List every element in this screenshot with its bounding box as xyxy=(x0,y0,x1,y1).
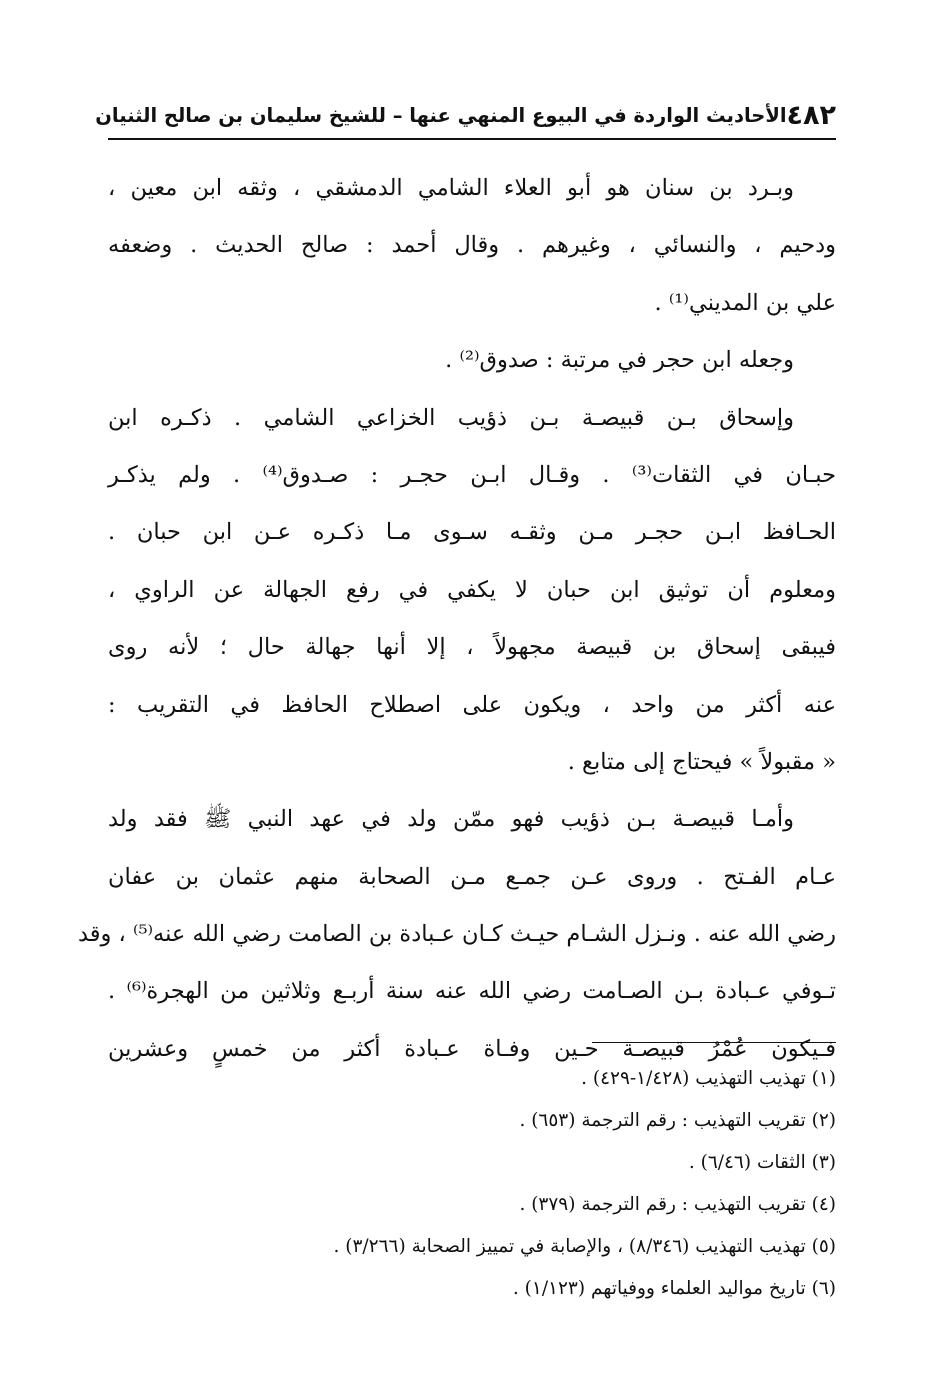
text-line: فـيكون عُمْرُ قبيصـة حـين وفـاة عـبادة أكثر من خمسٍ وعشرين xyxy=(108,1035,836,1062)
footnote-item: (٤) تقريب التهذيب : رقم الترجمة (٣٧٩) . xyxy=(519,1194,836,1215)
text-line: وأمـا قبيصـة بـن ذؤيب فهو ممّن ولد في عهد النبي ﷺ فقد ولد xyxy=(108,806,794,833)
text-line: رضي الله عنه . ونـزل الشـام حيـث كـان عـبادة بن الصامت رضي الله عنه⁽⁵⁾ ، وقد xyxy=(77,921,836,948)
text-line: عنه أكثر من واحد ، ويكون على اصطلاح الحافظ في التقريب : xyxy=(108,691,836,718)
footnote-item: (٢) تقريب التهذيب : رقم الترجمة (٦٥٣) . xyxy=(519,1110,836,1131)
footnote-item: (٦) تاريخ مواليد العلماء ووفياتهم (١/١٢٣) . xyxy=(512,1278,836,1299)
text-line: ودحيم ، والنسائي ، وغيرهم . وقال أحمد : صالح الحديث . وضعفه xyxy=(108,232,836,259)
footnote-item: (٥) تهذيب التهذيب (٨/٣٤٦) ، والإصابة في تمييز الصحابة (٣/٢٦٦) . xyxy=(333,1236,836,1257)
running-title: الأحاديث الواردة في البيوع المنهي عنها – للشيخ سليمان بن صالح الثنيان xyxy=(95,104,787,127)
footnotes xyxy=(108,1058,836,1310)
page-header xyxy=(95,86,836,140)
text-line: ومعلوم أن توثيق ابن حبان لا يكفي في رفع الجهالة عن الراوي ، xyxy=(108,576,836,603)
text-line: « مقبولاً » فيحتاج إلى متابع . xyxy=(567,748,836,775)
main-text xyxy=(77,160,836,1078)
footnote-item: (١) تهذيب التهذيب (١/٤٢٨-٤٢٩) . xyxy=(581,1068,836,1089)
text-line: عـام الفـتح . وروى عـن جمـع مـن الصحابة منهم عثمان بن عفان xyxy=(108,863,836,890)
text-line: وإسحاق بـن قبيصـة بـن ذؤيب الخزاعي الشامي . ذكـره ابن xyxy=(108,404,794,431)
text-line: وجعله ابن حجر في مرتبة : صدوق⁽²⁾ . xyxy=(445,347,794,374)
text-line: وبـرد بن سنان هو أبو العلاء الشامي الدمشقي ، وثقه ابن معين ، xyxy=(108,175,794,201)
page-number: ٤٨٢ xyxy=(786,100,836,131)
text-line: علي بن المديني⁽¹⁾ . xyxy=(654,289,836,316)
text-line: الحـافظ ابـن حجـر مـن وثقـه سـوى مـا ذكـره عـن ابن حبان . xyxy=(108,519,836,546)
footnote-item: (٣) الثقات (٦/٤٦) . xyxy=(688,1152,836,1173)
text-line: حبـان في الثقات⁽³⁾ . وقـال ابـن حجـر : صـدوق⁽⁴⁾ . ولم يذكـر xyxy=(108,461,836,488)
footnote-divider xyxy=(592,1042,836,1043)
text-line: فيبقى إسحاق بن قبيصة مجهولاً ، إلا أنها جهالة حال ؛ لأنه روى xyxy=(108,634,836,661)
text-line: تـوفي عـبادة بـن الصـامت رضي الله عنه سنة أربـع وثلاثين من الهجرة⁽⁶⁾ . xyxy=(108,978,836,1005)
